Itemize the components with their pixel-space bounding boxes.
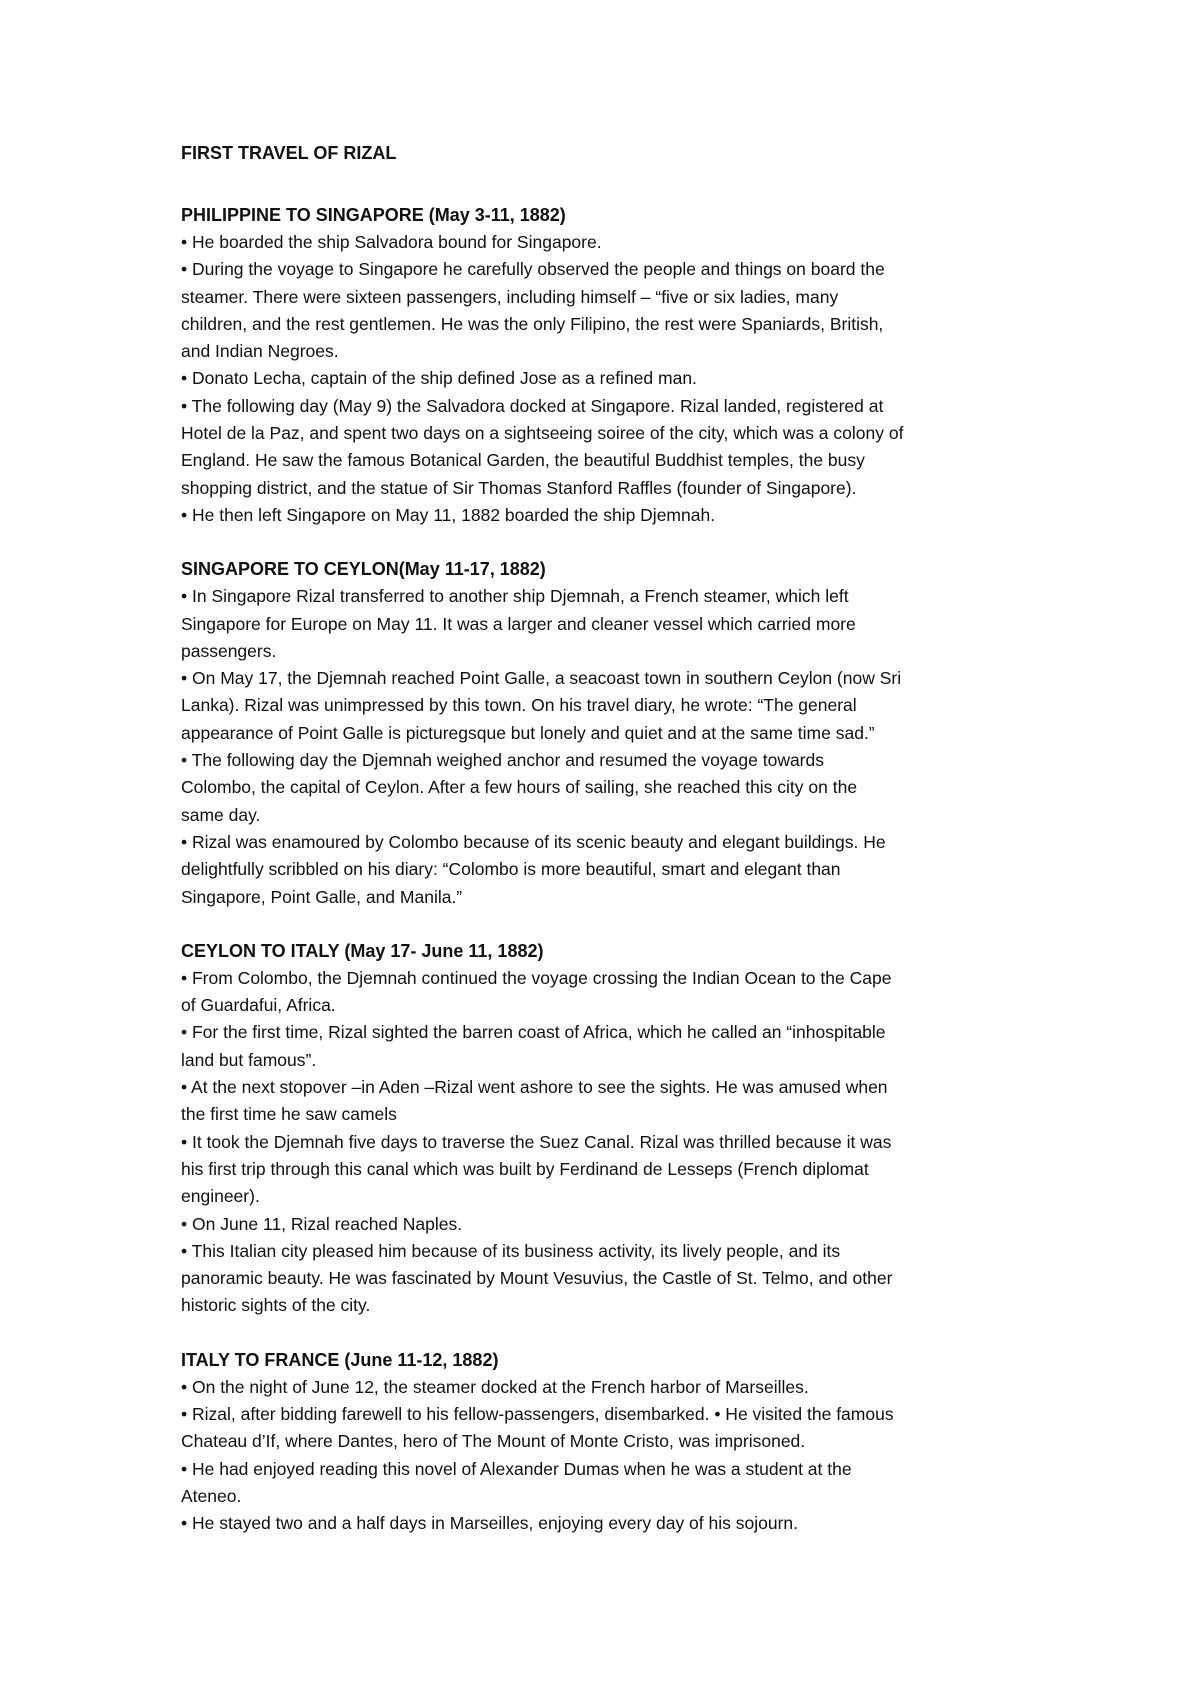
text-line: Colombo, the capital of Ceylon. After a few hours of sailing, she reached this city on the	[181, 777, 858, 798]
text-line: Singapore for Europe on May 11. It was a larger and cleaner vessel which carried more	[181, 613, 856, 634]
text-line: of Guardafui, Africa.	[181, 995, 336, 1016]
text-line: • During the voyage to Singapore he carefully observed the people and things on board the	[181, 259, 885, 280]
section-heading: CEYLON TO ITALY (May 17- June 11, 1882)	[181, 940, 544, 961]
section	[181, 202, 1041, 529]
text-line: children, and the rest gentlemen. He was the only Filipino, the rest were Spaniards, British,	[181, 313, 884, 334]
text-line: land but famous”.	[181, 1049, 317, 1070]
text-line: • Rizal was enamoured by Colombo because of its scenic beauty and elegant buildings. He	[181, 831, 886, 852]
section-heading: PHILIPPINE TO SINGAPORE (May 3-11, 1882)	[181, 205, 566, 225]
document-title: FIRST TRAVEL OF RIZAL	[181, 143, 397, 163]
text-line: • He boarded the ship Salvadora bound for Singapore.	[181, 232, 602, 252]
section	[181, 556, 1041, 911]
text-line: steamer. There were sixteen passengers, including himself – “five or six ladies, many	[181, 286, 839, 307]
text-line: passengers.	[181, 640, 277, 661]
section-body	[181, 583, 1041, 911]
text-line: Lanka). Rizal was unimpressed by this town. On his travel diary, he wrote: “The general	[181, 695, 857, 716]
text-line: Chateau d’If, where Dantes, hero of The Mount of Monte Cristo, was imprisoned.	[181, 1431, 806, 1452]
text-line: • He then left Singapore on May 11, 1882 boarded the ship Djemnah.	[181, 504, 716, 525]
text-line: Hotel de la Paz, and spent two days on a sightseeing soiree of the city, which was a colony of	[181, 423, 904, 444]
section-heading: SINGAPORE TO CEYLON(May 11-17, 1882)	[181, 559, 546, 580]
text-line: Ateneo.	[181, 1485, 242, 1506]
section-body	[181, 229, 1041, 529]
text-line: • In Singapore Rizal transferred to another ship Djemnah, a French steamer, which left	[181, 586, 849, 607]
text-line: delightfully scribbled on his diary: “Colombo is more beautiful, smart and elegant than	[181, 859, 841, 880]
text-line: • From Colombo, the Djemnah continued the voyage crossing the Indian Ocean to the Cape	[181, 967, 892, 988]
text-line: historic sights of the city.	[181, 1295, 371, 1316]
text-line: • He had enjoyed reading this novel of Alexander Dumas when he was a student at the	[181, 1458, 852, 1479]
text-line: and Indian Negroes.	[181, 341, 339, 362]
text-line: • He stayed two and a half days in Marseilles, enjoying every day of his sojourn.	[181, 1513, 799, 1534]
text-line: • It took the Djemnah five days to traverse the Suez Canal. Rizal was thrilled because it was	[181, 1131, 892, 1152]
text-line: • The following day the Djemnah weighed anchor and resumed the voyage towards	[181, 750, 824, 771]
text-line: • Donato Lecha, captain of the ship defined Jose as a refined man.	[181, 368, 697, 389]
text-line: Singapore, Point Galle, and Manila.”	[181, 886, 463, 907]
document-page	[181, 140, 1041, 1564]
text-line: • For the first time, Rizal sighted the barren coast of Africa, which he called an “inhospitable	[181, 1022, 886, 1043]
text-line: • On the night of June 12, the steamer docked at the French harbor of Marseilles.	[181, 1376, 809, 1397]
text-line: • On May 17, the Djemnah reached Point Galle, a seacoast town in southern Ceylon (now Sri	[181, 668, 902, 689]
document-sections	[181, 202, 1041, 1537]
text-line: engineer).	[181, 1186, 260, 1207]
text-line: • Rizal, after bidding farewell to his fellow-passengers, disembarked. • He visited the famous	[181, 1403, 894, 1424]
section	[181, 1347, 1041, 1538]
section-heading: ITALY TO FRANCE (June 11-12, 1882)	[181, 1349, 499, 1370]
text-line: • This Italian city pleased him because of its business activity, its lively people, and its	[181, 1240, 841, 1261]
section	[181, 938, 1041, 1320]
text-line: England. He saw the famous Botanical Garden, the beautiful Buddhist temples, the busy	[181, 450, 865, 471]
text-line: • At the next stopover –in Aden –Rizal went ashore to see the sights. He was amused when	[181, 1077, 888, 1098]
text-line: shopping district, and the statue of Sir Thomas Stanford Raffles (founder of Singapore).	[181, 477, 857, 498]
text-line: panoramic beauty. He was fascinated by Mount Vesuvius, the Castle of St. Telmo, and other	[181, 1268, 893, 1289]
text-line: the first time he saw camels	[181, 1104, 397, 1125]
text-line: • On June 11, Rizal reached Naples.	[181, 1213, 463, 1234]
text-line: appearance of Point Galle is picturegsque but lonely and quiet and at the same time sad.”	[181, 722, 875, 743]
section-body	[181, 1374, 1041, 1538]
section-body	[181, 965, 1041, 1320]
text-line: • The following day (May 9) the Salvadora docked at Singapore. Rizal landed, registered at	[181, 395, 884, 416]
text-line: same day.	[181, 804, 261, 825]
text-line: his first trip through this canal which was built by Ferdinand de Lesseps (French diplomat	[181, 1158, 869, 1179]
